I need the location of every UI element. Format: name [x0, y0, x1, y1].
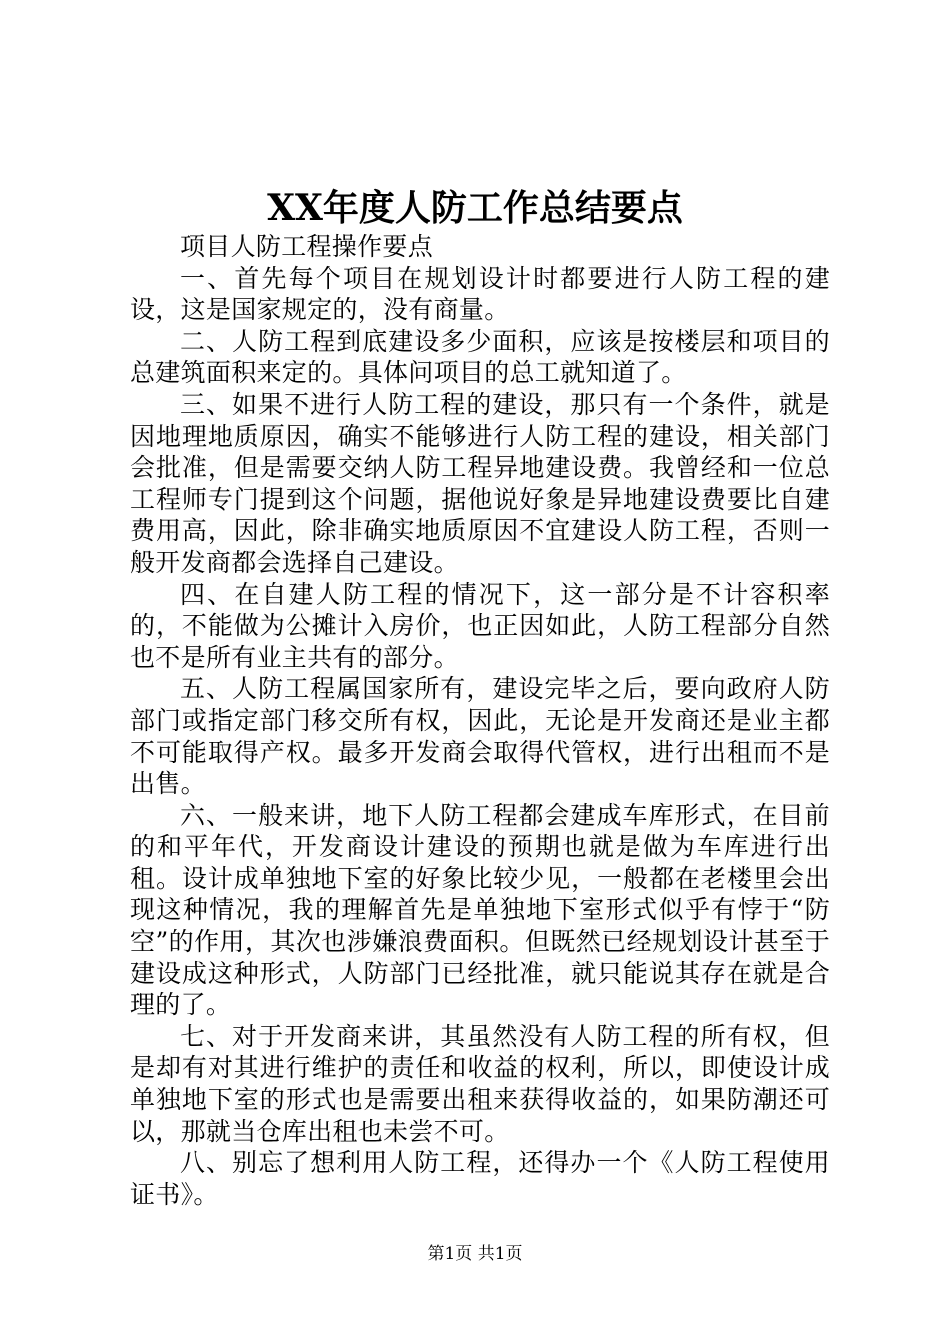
paragraph-2: 二、人防工程到底建设多少面积，应该是按楼层和项目的总建筑面积来定的。具体问项目的总工就知道了。 [130, 326, 830, 388]
paragraph-5: 五、人防工程属国家所有，建设完毕之后，要向政府人防部门或指定部门移交所有权，因此，无论是开发商还是业主都不可能取得产权。最多开发商会取得代管权，进行出租而不是出售。 [130, 674, 830, 799]
document-title: XX年度人防工作总结要点 [267, 187, 683, 229]
paragraph-7: 七、对于开发商来讲，其虽然没有人防工程的所有权，但是却有对其进行维护的责任和收益的权利，所以，即使设计成单独地下室的形式也是需要出租来获得收益的，如果防潮还可以，那就当仓库出租也未尝不可。 [130, 1021, 830, 1146]
paragraph-4: 四、在自建人防工程的情况下，这一部分是不计容积率的，不能做为公摊计入房价，也正因如此，人防工程部分自然也不是所有业主共有的部分。 [130, 579, 830, 672]
paragraph-3: 三、如果不进行人防工程的建设，那只有一个条件，就是因地理地质原因，确实不能够进行人防工程的建设，相关部门会批准，但是需要交纳人防工程异地建设费。我曾经和一位总工程师专门提到这个问题，据他说好象是异地建设费要比自建费用高，因此，除非确实地质原因不宜建设人防工程，否则一般开发商都会选择自己建设。 [130, 389, 830, 577]
paragraph-heading: 项目人防工程操作要点 [180, 232, 434, 261]
paragraph-1: 一、首先每个项目在规划设计时都要进行人防工程的建设，这是国家规定的，没有商量。 [130, 263, 830, 325]
document-body [130, 231, 830, 1210]
paragraph-6: 六、一般来讲，地下人防工程都会建成车库形式，在目前的和平年代，开发商设计建设的预期也就是做为车库进行出租。设计成单独地下室的好象比较少见，一般都在老楼里会出现这种情况，我的理解首先是单独地下室形式似乎有悖于“防空”的作用，其次也涉嫌浪费面积。但既然已经规划设计甚至于建设成这种形式，人防部门已经批准，就只能说其存在就是合理的了。 [130, 800, 830, 1020]
page-footer: 第1页 共1页 [427, 1244, 523, 1264]
paragraph-8: 八、别忘了想利用人防工程，还得办一个《人防工程使用证书》。 [130, 1148, 830, 1209]
